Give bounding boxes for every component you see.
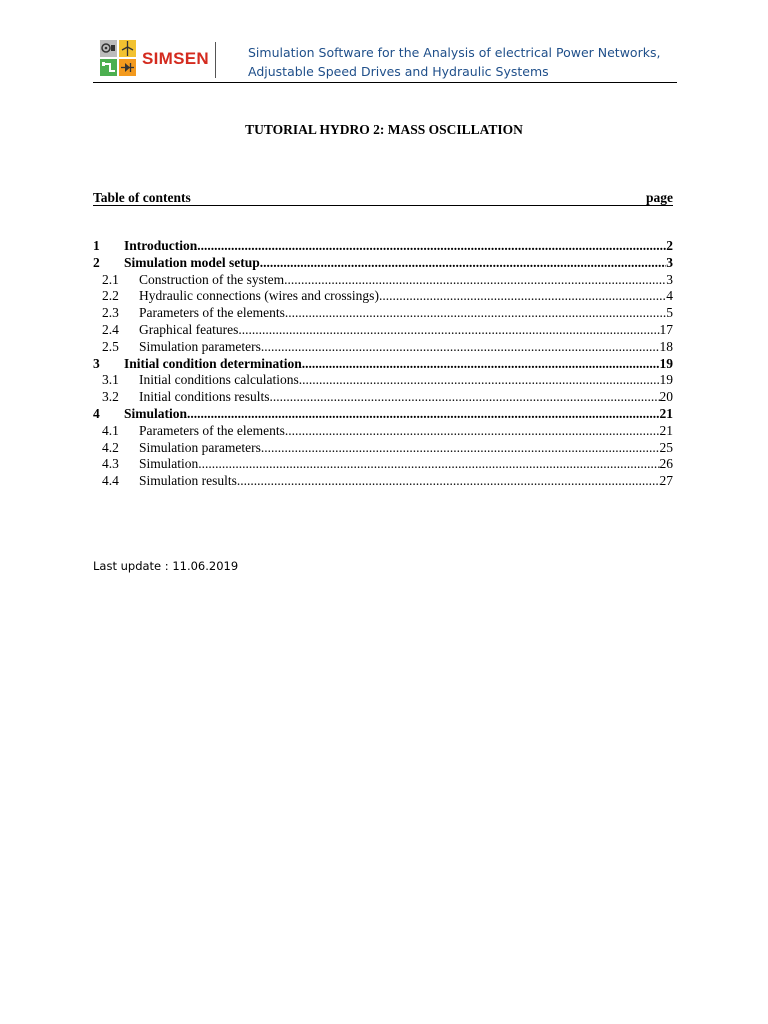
toc-entry[interactable] [93,372,673,389]
toc-entry-number: 2.3 [102,305,119,321]
toc-entry[interactable] [93,288,673,305]
toc-dot-leader [261,440,660,457]
toc-entry-title: Simulation parameters [139,338,261,354]
toc-dot-leader [187,406,659,423]
toc-entry-page: 21 [659,422,673,438]
toc-entry-page: 19 [659,355,673,371]
toc-entry-number: 4 [93,405,100,421]
toc-entry-number: 1 [93,238,100,253]
toc-entry[interactable] [93,238,673,255]
toc-entry-title: Simulation [139,456,199,472]
toc-entry[interactable] [93,322,673,339]
toc-entry-number: 2.4 [102,321,119,337]
toc-entry-title: Simulation parameters [139,439,261,455]
gear-icon [100,40,117,57]
toc-dot-leader [261,339,660,356]
toc-entry[interactable] [93,440,673,457]
logo-wordmark: SIMSEN [142,49,209,68]
toc-dot-leader [197,238,666,255]
toc-entry[interactable] [93,423,673,440]
toc-header [93,190,673,206]
toc-entry-title: Initial condition determination [124,355,302,371]
last-update-note: Last update : 11.06.2019 [93,559,239,573]
diode-icon [119,59,136,76]
toc-entry-page: 18 [659,338,673,354]
toc-dot-leader [237,473,660,490]
toc-entry-page: 2 [666,238,673,253]
toc-entry-title: Introduction [124,238,198,253]
toc-entry-number: 2 [93,254,100,270]
toc-entry[interactable] [93,255,673,272]
toc-entry[interactable] [93,406,673,423]
header-tagline-line1: Simulation Software for the Analysis of electrical Power Networks, [248,45,661,60]
toc-entry[interactable] [93,389,673,406]
toc-dot-leader [238,322,659,339]
toc-entry-title: Initial conditions results [139,389,270,405]
toc-entry-number: 3.1 [102,372,119,388]
toc-entry-page: 21 [659,405,673,421]
toc-entry[interactable] [93,305,673,322]
header-separator [215,42,216,78]
toc-dot-leader [270,389,660,406]
toc-entry-title: Simulation results [139,473,237,489]
toc-dot-leader [299,372,660,389]
toc-dot-leader [260,255,666,272]
toc-entry[interactable] [93,356,673,373]
toc-entry-title: Simulation [124,405,188,421]
toc-entry[interactable] [93,473,673,490]
toc-entry-number: 4.3 [102,456,119,472]
toc-entry-number: 4.2 [102,439,119,455]
toc-entry-page: 25 [659,439,673,455]
toc-entry[interactable] [93,456,673,473]
wind-turbine-icon [119,40,136,57]
toc-entry-title: Hydraulic connections (wires and crossings) [139,288,379,304]
toc-entry-page: 19 [659,372,673,388]
pipe-icon [100,59,117,76]
toc-entry-page: 20 [659,389,673,405]
toc-page-heading: page [646,190,673,205]
toc-entry-number: 4.1 [102,422,119,438]
logo-icon-grid [100,40,136,76]
toc-dot-leader [198,456,659,473]
toc-entry-number: 2.1 [102,271,119,287]
toc-dot-leader [302,356,660,373]
document-title: TUTORIAL HYDRO 2: MASS OSCILLATION [245,122,523,137]
toc-entry-number: 3.2 [102,389,119,405]
toc-entry-title: Construction of the system [139,271,285,287]
toc-entry-number: 3 [93,355,100,371]
toc-entry-title: Parameters of the elements [139,305,285,321]
toc-entry[interactable] [93,339,673,356]
toc-entry-title: Simulation model setup [124,254,260,270]
page-header [93,40,677,83]
toc-entry-page: 5 [666,305,673,321]
header-tagline [248,43,660,81]
toc-dot-leader [379,288,666,305]
toc-dot-leader [284,272,666,289]
toc-entry-number: 2.2 [102,288,119,304]
toc-entry-number: 4.4 [102,473,119,489]
toc-entry-page: 27 [659,473,673,489]
toc-entry-page: 3 [666,254,673,270]
simsen-logo [100,40,209,78]
toc-dot-leader [285,305,666,322]
header-tagline-line2: Adjustable Speed Drives and Hydraulic Systems [248,64,549,79]
toc-entry-page: 3 [666,271,673,287]
toc-entry-title: Graphical features [139,321,239,337]
toc-entry-title: Parameters of the elements [139,422,285,438]
toc-entry-page: 17 [659,321,673,337]
toc-entry-title: Initial conditions calculations [139,372,299,388]
table-of-contents [93,238,673,490]
toc-heading: Table of contents [93,190,191,205]
toc-entry[interactable] [93,272,673,289]
toc-entry-page: 4 [666,288,673,304]
toc-dot-leader [285,423,660,440]
toc-entry-page: 26 [659,456,673,472]
toc-entry-number: 2.5 [102,338,119,354]
